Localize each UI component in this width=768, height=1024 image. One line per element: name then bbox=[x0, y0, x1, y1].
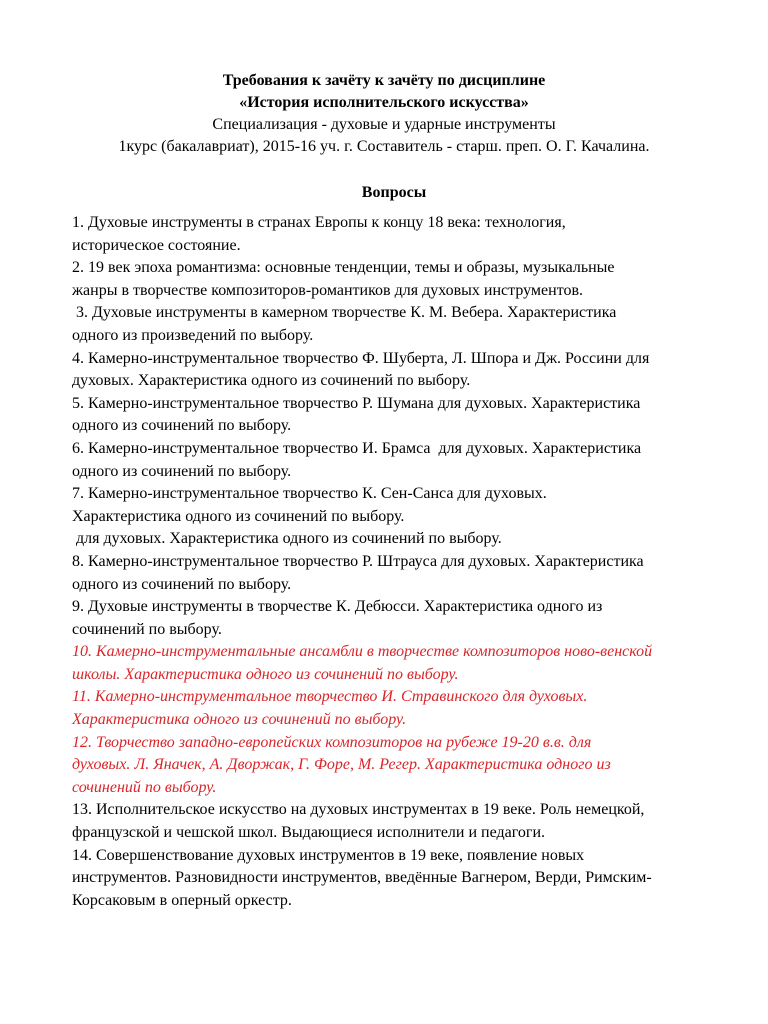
question-line: сочинений по выбору. bbox=[72, 778, 217, 796]
question-line: сочинений по выбору. bbox=[72, 620, 222, 638]
question-line: 9. Духовые инструменты в творчестве К. Дебюсси. Характеристика одного из bbox=[72, 598, 603, 616]
course-compiler-line: 1курс (бакалавриат), 2015-16 уч. г. Составитель - старш. преп. О. Г. Качалина. bbox=[118, 138, 650, 155]
question-line: духовых. Характеристика одного из сочинений по выбору. bbox=[72, 372, 471, 390]
question-line: одного из сочинений по выбору. bbox=[72, 575, 292, 593]
question-item bbox=[72, 799, 762, 844]
question-line: одного из сочинений по выбору. bbox=[72, 417, 292, 435]
section-title: Вопросы bbox=[361, 184, 427, 201]
question-line: школы. Характеристика одного из сочинений по выбору. bbox=[72, 665, 459, 683]
question-line: 13. Исполнительское искусство на духовых инструментах в 19 веке. Роль немецкой, bbox=[72, 801, 645, 819]
question-item bbox=[72, 438, 762, 483]
question-line: одного из произведений по выбору. bbox=[72, 326, 314, 344]
question-line: 5. Камерно-инструментальное творчество Р. Шумана для духовых. Характеристика bbox=[72, 394, 641, 412]
question-line: Корсаковым в оперный оркестр. bbox=[72, 891, 292, 909]
question-line: 1. Духовые инструменты в странах Европы к концу 18 века: технология, bbox=[72, 214, 566, 231]
question-line: жанры в творчестве композиторов-романтиков для духовых инструментов. bbox=[72, 281, 584, 299]
document-header bbox=[0, 70, 768, 158]
questions-list bbox=[72, 212, 762, 912]
question-line: 14. Совершенствование духовых инструментов в 19 веке, появление новых bbox=[72, 846, 585, 864]
question-line: инструментов. Разновидности инструментов, введённые Вагнером, Верди, Римским- bbox=[72, 869, 652, 887]
question-item bbox=[72, 483, 762, 551]
question-line: 2. 19 век эпоха романтизма: основные тенденции, темы и образы, музыкальные bbox=[72, 259, 615, 277]
question-item bbox=[72, 212, 762, 257]
question-item bbox=[72, 845, 762, 913]
question-line: 6. Камерно-инструментальное творчество И. Брамса для духовых. Характеристика bbox=[72, 439, 642, 457]
title-line-1: Требования к зачёту к зачёту по дисциплине bbox=[222, 72, 546, 89]
question-line: 10. Камерно-инструментальные ансамбли в творчестве композиторов ново-венской bbox=[72, 643, 653, 661]
question-item bbox=[72, 257, 762, 302]
question-line: 12. Творчество западно-европейских композиторов на рубеже 19-20 в.в. для bbox=[72, 733, 592, 751]
question-line: французской и чешской школ. Выдающиеся исполнители и педагоги. bbox=[72, 824, 546, 842]
question-line: духовых. Л. Яначек, А. Дворжак, Г. Форе, М. Регер. Характеристика одного из bbox=[72, 756, 611, 774]
question-line: Характеристика одного из сочинений по выбору. bbox=[72, 711, 407, 729]
question-item bbox=[72, 641, 762, 686]
question-item bbox=[72, 302, 762, 347]
question-item bbox=[72, 732, 762, 800]
question-item bbox=[72, 686, 762, 731]
question-line: 4. Камерно-инструментальное творчество Ф. Шуберта, Л. Шпора и Дж. Россини для bbox=[72, 349, 650, 367]
question-line: 7. Камерно-инструментальное творчество К. Сен-Санса для духовых. bbox=[72, 485, 547, 503]
question-item bbox=[72, 551, 762, 596]
question-line: 8. Камерно-инструментальное творчество Р. Штрауса для духовых. Характеристика bbox=[72, 552, 644, 570]
question-line: одного из сочинений по выбору. bbox=[72, 462, 292, 480]
question-line: историческое состояние. bbox=[72, 236, 241, 254]
question-line: Характеристика одного из сочинений по выбору. bbox=[72, 507, 405, 525]
question-line: для духовых. Характеристика одного из сочинений по выбору. bbox=[72, 530, 502, 548]
question-line: 11. Камерно-инструментальное творчество И. Стравинского для духовых. bbox=[72, 688, 588, 706]
question-item bbox=[72, 348, 762, 393]
question-line: 3. Духовые инструменты в камерном творчестве К. М. Вебера. Характеристика bbox=[72, 304, 617, 322]
title-line-2: «История исполнительского искусства» bbox=[239, 94, 529, 111]
question-item bbox=[72, 596, 762, 641]
question-item bbox=[72, 393, 762, 438]
specialization-line: Специализация - духовые и ударные инструменты bbox=[212, 116, 556, 133]
